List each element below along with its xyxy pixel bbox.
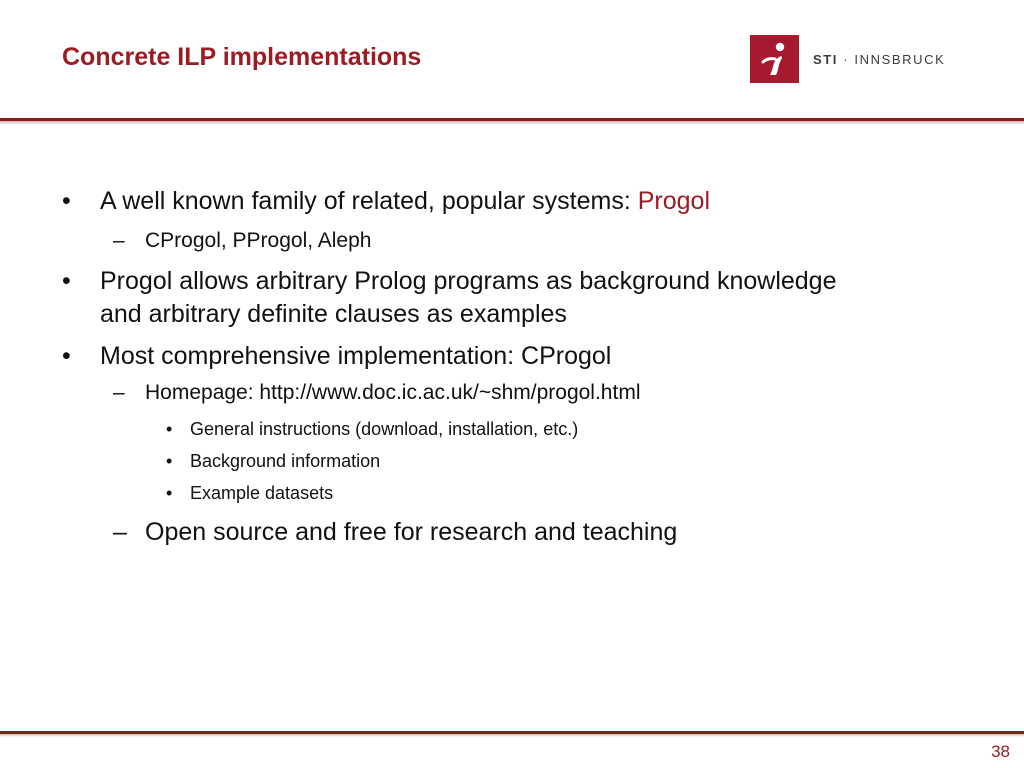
dash-marker: – [113, 381, 125, 404]
bullet-marker: • [166, 451, 173, 471]
highlight-progol: Progol [637, 187, 710, 215]
sub-sub-bullet-text: Example datasets [190, 483, 334, 503]
bullet-text-line2: and arbitrary definite clauses as examples [100, 300, 567, 328]
footer-divider-shadow [0, 734, 1024, 737]
header-divider-shadow [0, 121, 1024, 125]
logo-wordmark [813, 52, 945, 67]
bullet-text: Most comprehensive implementation: CProgol [100, 342, 612, 370]
logo-separator: · [838, 51, 855, 67]
bullet-marker: • [62, 187, 71, 215]
bullet-marker: • [166, 483, 173, 503]
sub-bullet-text: Open source and free for research and teaching [145, 518, 678, 546]
sti-innsbruck-logo [750, 35, 945, 83]
logo-brand: STI [813, 51, 839, 67]
bullet-text-line1: Progol allows arbitrary Prolog programs as background knowledge [100, 267, 837, 295]
slide-title: Concrete ILP implementations [62, 43, 422, 71]
logo-location: INNSBRUCK [854, 51, 946, 67]
homepage-text: Homepage: http://www.doc.ic.ac.uk/~shm/progol.html [145, 381, 641, 404]
sub-sub-bullet-text: Background information [190, 451, 381, 471]
bullet-marker: • [62, 267, 71, 295]
page-number: 38 [991, 742, 1010, 761]
sub-bullet-text: CProgol, PProgol, Aleph [145, 229, 372, 252]
bullet-text: A well known family of related, popular systems: [100, 187, 638, 215]
sub-sub-bullet-text: General instructions (download, installation, etc.) [190, 419, 579, 439]
dash-marker: – [113, 518, 127, 546]
bullet-marker: • [166, 419, 173, 439]
dash-marker: – [113, 229, 125, 252]
bullet-marker: • [62, 342, 71, 370]
sti-logo-icon [750, 35, 799, 83]
